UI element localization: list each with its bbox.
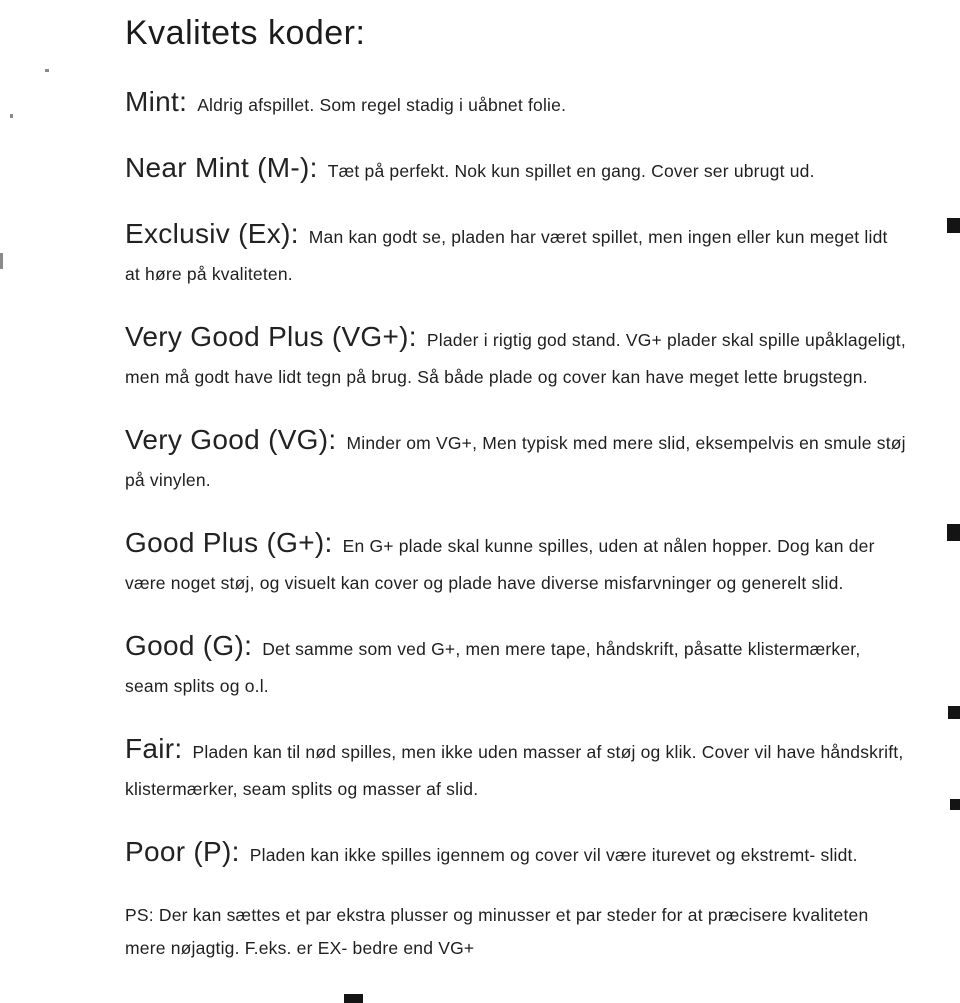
scan-artifact — [948, 706, 960, 719]
grade-description: Plader i rigtig god stand. VG+ plader skal spille upåklageligt, men må godt have lidt tegn på brug. Så både plade og cover kan have meget lette brugstegn. — [125, 330, 906, 387]
grade-entry-exclusiv — [125, 215, 906, 293]
grade-description: En G+ plade skal kunne spilles, uden at nålen hopper. Dog kan der være noget støj, og visuelt kan cover og plade have diverse misfarvninger og generelt slid. — [125, 536, 875, 593]
grade-entry-very-good-plus — [125, 318, 906, 396]
grade-description: Man kan godt se, pladen har været spillet, men ingen eller kun meget lidt at høre på kvaliteten. — [125, 227, 888, 284]
grade-entry-near-mint — [125, 149, 906, 190]
grade-entry-good-plus — [125, 524, 906, 602]
grade-term: Very Good Plus (VG+): — [125, 321, 417, 352]
grade-term: Good (G): — [125, 630, 253, 661]
grade-term: Poor (P): — [125, 836, 240, 867]
grade-term: Exclusiv (Ex): — [125, 218, 299, 249]
grade-description: Pladen kan ikke spilles igennem og cover vil være iturevet og ekstremt- slidt. — [249, 845, 858, 865]
page-title: Kvalitets koder: — [125, 14, 366, 52]
grade-term: Mint: — [125, 86, 188, 117]
grade-entry-mint — [125, 83, 906, 124]
grade-description: Aldrig afspillet. Som regel stadig i uåbnet folie. — [197, 95, 567, 115]
grade-term: Fair: — [125, 733, 183, 764]
footnote-ps: PS: Der kan sættes et par ekstra plusser og minusser et par steder for at præcisere kvaliteten mere nøjagtig. F.eks. er EX- bedre end VG+ — [125, 905, 869, 958]
grade-term: Good Plus (G+): — [125, 527, 333, 558]
grade-description: Minder om VG+, Men typisk med mere slid, eksempelvis en smule støj på vinylen. — [125, 433, 906, 490]
grade-term: Near Mint (M-): — [125, 152, 318, 183]
grade-description: Pladen kan til nød spilles, men ikke uden masser af støj og klik. Cover vil have håndskrift, klistermærker, seam splits og masser af slid. — [125, 742, 904, 799]
grade-entry-fair — [125, 730, 906, 808]
grade-description: Det samme som ved G+, men mere tape, håndskrift, påsatte klistermærker, seam splits og o.l. — [125, 639, 861, 696]
grade-entry-poor — [125, 833, 906, 874]
grade-entry-good — [125, 627, 906, 705]
grade-entry-very-good — [125, 421, 906, 499]
grade-description: Tæt på perfekt. Nok kun spillet en gang. Cover ser ubrugt ud. — [327, 161, 815, 181]
scan-artifact — [45, 69, 49, 72]
scan-artifact — [947, 218, 960, 233]
scan-artifact — [0, 253, 3, 269]
scan-artifact — [10, 114, 13, 118]
scan-artifact — [344, 994, 363, 1003]
grade-term: Very Good (VG): — [125, 424, 337, 455]
scan-artifact — [947, 524, 960, 541]
scan-artifact — [950, 799, 960, 810]
